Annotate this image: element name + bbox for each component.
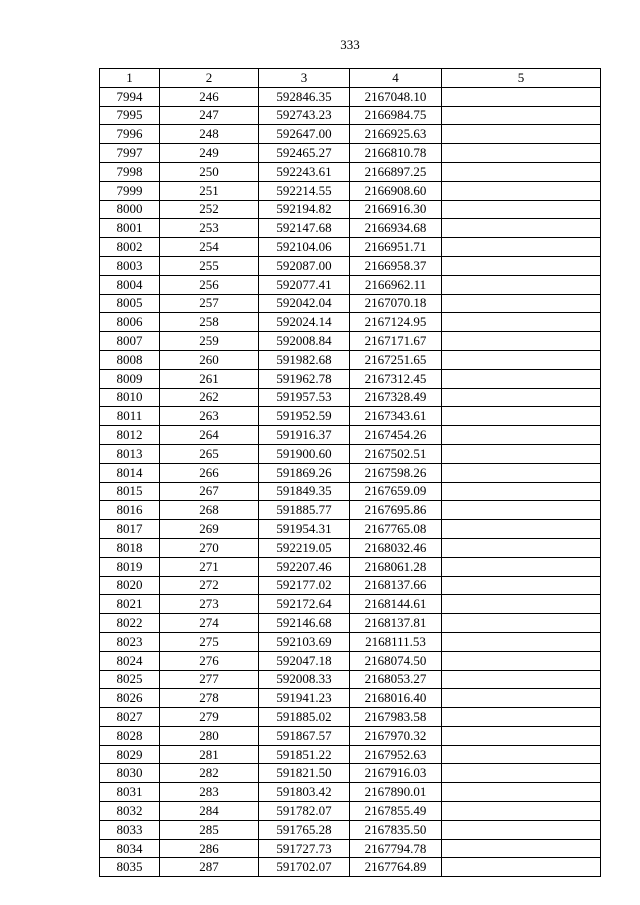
table-cell: 274 (160, 614, 259, 633)
table-row (100, 275, 601, 294)
table-cell: 281 (160, 745, 259, 764)
table-cell: 254 (160, 238, 259, 257)
table-cell: 8023 (100, 632, 160, 651)
table-cell: 276 (160, 651, 259, 670)
table-cell: 592219.05 (259, 538, 350, 557)
table-row (100, 125, 601, 144)
table-cell: 592042.04 (259, 294, 350, 313)
table-row (100, 87, 601, 106)
table-cell: 263 (160, 407, 259, 426)
table-cell: 7995 (100, 106, 160, 125)
table-cell: 285 (160, 820, 259, 839)
table-cell (442, 238, 601, 257)
table-cell (442, 482, 601, 501)
table-row (100, 708, 601, 727)
table-cell: 591727.73 (259, 839, 350, 858)
table-cell: 279 (160, 708, 259, 727)
table-cell: 592465.27 (259, 144, 350, 163)
table-cell: 592172.64 (259, 595, 350, 614)
table-row (100, 106, 601, 125)
table-cell: 265 (160, 444, 259, 463)
table-cell (442, 294, 601, 313)
table-cell: 592243.61 (259, 162, 350, 181)
table-cell (442, 407, 601, 426)
table-cell (442, 764, 601, 783)
table-cell: 8031 (100, 783, 160, 802)
table-cell: 8033 (100, 820, 160, 839)
table-cell: 269 (160, 520, 259, 539)
table-cell: 8011 (100, 407, 160, 426)
table-row (100, 294, 601, 313)
table-cell: 7998 (100, 162, 160, 181)
table-cell: 592077.41 (259, 275, 350, 294)
table-cell: 2166958.37 (350, 256, 442, 275)
table-cell: 2166908.60 (350, 181, 442, 200)
table-cell: 2167952.63 (350, 745, 442, 764)
table-cell: 256 (160, 275, 259, 294)
table-row (100, 463, 601, 482)
table-cell: 591941.23 (259, 689, 350, 708)
table-cell: 246 (160, 87, 259, 106)
table-row (100, 313, 601, 332)
table-cell: 591885.77 (259, 501, 350, 520)
table-cell (442, 538, 601, 557)
table-cell: 592846.35 (259, 87, 350, 106)
table-cell: 272 (160, 576, 259, 595)
table-cell: 2168144.61 (350, 595, 442, 614)
table-cell: 591821.50 (259, 764, 350, 783)
table-cell: 2167695.86 (350, 501, 442, 520)
table-row (100, 783, 601, 802)
table-cell: 273 (160, 595, 259, 614)
table-cell (442, 426, 601, 445)
table-row (100, 802, 601, 821)
table-row (100, 632, 601, 651)
table-cell (442, 632, 601, 651)
table-cell: 2166810.78 (350, 144, 442, 163)
table-cell: 591962.78 (259, 369, 350, 388)
table-cell: 286 (160, 839, 259, 858)
table-cell: 2167070.18 (350, 294, 442, 313)
table-cell: 277 (160, 670, 259, 689)
table-cell: 7997 (100, 144, 160, 163)
table-cell: 284 (160, 802, 259, 821)
table-cell: 591849.35 (259, 482, 350, 501)
table-cell: 271 (160, 557, 259, 576)
table-body (100, 87, 601, 876)
table-cell: 592214.55 (259, 181, 350, 200)
table-row (100, 238, 601, 257)
table-row (100, 256, 601, 275)
table-cell: 8003 (100, 256, 160, 275)
table-cell: 8009 (100, 369, 160, 388)
table-cell: 8013 (100, 444, 160, 463)
table-cell: 248 (160, 125, 259, 144)
column-header: 3 (259, 69, 350, 88)
table-cell: 8000 (100, 200, 160, 219)
table-row (100, 726, 601, 745)
table-cell (442, 726, 601, 745)
table-cell: 2166962.11 (350, 275, 442, 294)
table-cell: 2167855.49 (350, 802, 442, 821)
table-cell (442, 745, 601, 764)
table-cell: 591885.02 (259, 708, 350, 727)
table-cell: 8016 (100, 501, 160, 520)
table-cell: 8027 (100, 708, 160, 727)
table-row (100, 200, 601, 219)
table-row (100, 689, 601, 708)
table-cell: 591851.22 (259, 745, 350, 764)
table-row (100, 350, 601, 369)
table-cell (442, 388, 601, 407)
table-cell: 283 (160, 783, 259, 802)
table-cell: 2168137.81 (350, 614, 442, 633)
table-cell: 2167970.32 (350, 726, 442, 745)
table-cell: 8020 (100, 576, 160, 595)
table-cell: 591803.42 (259, 783, 350, 802)
table-cell (442, 463, 601, 482)
table-cell: 2167794.78 (350, 839, 442, 858)
table-cell: 8001 (100, 219, 160, 238)
table-cell (442, 501, 601, 520)
table-row (100, 858, 601, 877)
table-cell: 8008 (100, 350, 160, 369)
table-cell (442, 256, 601, 275)
table-cell: 2167251.65 (350, 350, 442, 369)
table-cell: 8006 (100, 313, 160, 332)
table-cell: 2166897.25 (350, 162, 442, 181)
table-cell (442, 520, 601, 539)
table-cell: 8021 (100, 595, 160, 614)
table-cell: 275 (160, 632, 259, 651)
table-cell: 247 (160, 106, 259, 125)
table-row (100, 538, 601, 557)
table-cell: 8029 (100, 745, 160, 764)
table-row (100, 388, 601, 407)
table-row (100, 764, 601, 783)
table-row (100, 407, 601, 426)
table-cell: 8010 (100, 388, 160, 407)
table-cell: 2166916.30 (350, 200, 442, 219)
table-cell (442, 275, 601, 294)
table-cell: 2167048.10 (350, 87, 442, 106)
table-cell: 2168061.28 (350, 557, 442, 576)
table-cell (442, 350, 601, 369)
table-cell: 260 (160, 350, 259, 369)
table-cell: 2168137.66 (350, 576, 442, 595)
table-cell: 2166925.63 (350, 125, 442, 144)
table-cell: 2167328.49 (350, 388, 442, 407)
table-cell: 2167983.58 (350, 708, 442, 727)
table-cell (442, 87, 601, 106)
table-row (100, 651, 601, 670)
table-cell (442, 144, 601, 163)
table-cell: 2167765.08 (350, 520, 442, 539)
table-cell: 8024 (100, 651, 160, 670)
table-cell: 2167343.61 (350, 407, 442, 426)
table-cell: 259 (160, 332, 259, 351)
table-cell: 8018 (100, 538, 160, 557)
table-cell: 287 (160, 858, 259, 877)
table-cell: 7999 (100, 181, 160, 200)
table-cell: 592104.06 (259, 238, 350, 257)
table-cell (442, 219, 601, 238)
table-cell (442, 651, 601, 670)
table-cell: 8017 (100, 520, 160, 539)
table-cell: 8012 (100, 426, 160, 445)
table-cell (442, 313, 601, 332)
column-header: 2 (160, 69, 259, 88)
table-cell: 2167312.45 (350, 369, 442, 388)
table-cell (442, 689, 601, 708)
table-cell: 8035 (100, 858, 160, 877)
table-cell: 257 (160, 294, 259, 313)
column-header: 1 (100, 69, 160, 88)
table-cell (442, 783, 601, 802)
table-cell: 2166951.71 (350, 238, 442, 257)
table-cell (442, 557, 601, 576)
table-row (100, 576, 601, 595)
table-cell: 591982.68 (259, 350, 350, 369)
table-row (100, 162, 601, 181)
table-cell: 7994 (100, 87, 160, 106)
table-row (100, 426, 601, 445)
table-cell: 8002 (100, 238, 160, 257)
table-cell: 592177.02 (259, 576, 350, 595)
table-cell (442, 332, 601, 351)
table-cell: 249 (160, 144, 259, 163)
table-cell: 2168032.46 (350, 538, 442, 557)
table-cell: 2167598.26 (350, 463, 442, 482)
table-cell: 8025 (100, 670, 160, 689)
table-cell: 270 (160, 538, 259, 557)
table-cell: 592146.68 (259, 614, 350, 633)
table-cell: 592647.00 (259, 125, 350, 144)
table-cell: 592103.69 (259, 632, 350, 651)
table-cell: 2168053.27 (350, 670, 442, 689)
table-row (100, 745, 601, 764)
table-cell: 591782.07 (259, 802, 350, 821)
table-row (100, 181, 601, 200)
table-cell: 261 (160, 369, 259, 388)
table-cell: 255 (160, 256, 259, 275)
table-cell: 8014 (100, 463, 160, 482)
table-row (100, 820, 601, 839)
table-cell: 8005 (100, 294, 160, 313)
table-cell (442, 595, 601, 614)
table-cell: 592024.14 (259, 313, 350, 332)
table-row (100, 482, 601, 501)
table-cell: 591952.59 (259, 407, 350, 426)
table-cell: 591954.31 (259, 520, 350, 539)
table-cell: 8004 (100, 275, 160, 294)
table-cell: 268 (160, 501, 259, 520)
table-cell: 592047.18 (259, 651, 350, 670)
table-cell: 2167835.50 (350, 820, 442, 839)
table-cell: 8032 (100, 802, 160, 821)
table-cell: 592194.82 (259, 200, 350, 219)
table-cell: 2167454.26 (350, 426, 442, 445)
table-cell: 282 (160, 764, 259, 783)
table-cell: 8007 (100, 332, 160, 351)
table-row (100, 670, 601, 689)
table-cell: 2166984.75 (350, 106, 442, 125)
table-cell: 8034 (100, 839, 160, 858)
table-row (100, 144, 601, 163)
table-cell (442, 181, 601, 200)
table-cell: 8019 (100, 557, 160, 576)
table-cell: 592087.00 (259, 256, 350, 275)
table-cell (442, 125, 601, 144)
table-cell (442, 820, 601, 839)
table-cell: 262 (160, 388, 259, 407)
table-cell: 252 (160, 200, 259, 219)
table-row (100, 520, 601, 539)
table-row (100, 219, 601, 238)
table-cell: 591765.28 (259, 820, 350, 839)
table-row (100, 444, 601, 463)
table-cell: 591957.53 (259, 388, 350, 407)
table-row (100, 595, 601, 614)
table-cell: 2168111.53 (350, 632, 442, 651)
table-cell (442, 369, 601, 388)
table-row (100, 332, 601, 351)
table-cell: 591702.07 (259, 858, 350, 877)
column-header: 5 (442, 69, 601, 88)
table-cell (442, 708, 601, 727)
table-cell: 258 (160, 313, 259, 332)
table-cell: 592147.68 (259, 219, 350, 238)
table-cell: 278 (160, 689, 259, 708)
table-cell: 280 (160, 726, 259, 745)
table-cell (442, 444, 601, 463)
table-cell: 2167171.67 (350, 332, 442, 351)
table-cell: 264 (160, 426, 259, 445)
coordinates-table (99, 68, 601, 877)
table-cell: 253 (160, 219, 259, 238)
table-cell: 8028 (100, 726, 160, 745)
table-cell: 8022 (100, 614, 160, 633)
table-row (100, 501, 601, 520)
table-cell: 591916.37 (259, 426, 350, 445)
column-header: 4 (350, 69, 442, 88)
table-cell: 267 (160, 482, 259, 501)
table-cell (442, 858, 601, 877)
table-cell: 250 (160, 162, 259, 181)
table-row (100, 614, 601, 633)
table-row (100, 557, 601, 576)
table-cell: 2167764.89 (350, 858, 442, 877)
table-row (100, 839, 601, 858)
table-cell: 592743.23 (259, 106, 350, 125)
table-cell (442, 576, 601, 595)
table-cell: 8015 (100, 482, 160, 501)
table-cell: 591867.57 (259, 726, 350, 745)
table-cell (442, 106, 601, 125)
table-cell (442, 162, 601, 181)
table-cell (442, 670, 601, 689)
table-cell (442, 200, 601, 219)
table-cell: 592008.33 (259, 670, 350, 689)
table-cell: 2167659.09 (350, 482, 442, 501)
table-cell: 7996 (100, 125, 160, 144)
table-cell: 592207.46 (259, 557, 350, 576)
table-cell: 2167890.01 (350, 783, 442, 802)
table-cell: 251 (160, 181, 259, 200)
table-cell: 2168016.40 (350, 689, 442, 708)
page-number: 333 (340, 37, 360, 52)
table-cell: 2168074.50 (350, 651, 442, 670)
table-cell: 266 (160, 463, 259, 482)
table-cell: 592008.84 (259, 332, 350, 351)
table-cell: 2167916.03 (350, 764, 442, 783)
table-cell: 2167502.51 (350, 444, 442, 463)
table-row (100, 369, 601, 388)
table-cell (442, 839, 601, 858)
table-header-row (100, 69, 601, 88)
table-cell: 2166934.68 (350, 219, 442, 238)
table-cell (442, 802, 601, 821)
table-cell: 591900.60 (259, 444, 350, 463)
table-cell: 2167124.95 (350, 313, 442, 332)
table-cell: 8030 (100, 764, 160, 783)
table-cell: 8026 (100, 689, 160, 708)
table-cell (442, 614, 601, 633)
table-cell: 591869.26 (259, 463, 350, 482)
